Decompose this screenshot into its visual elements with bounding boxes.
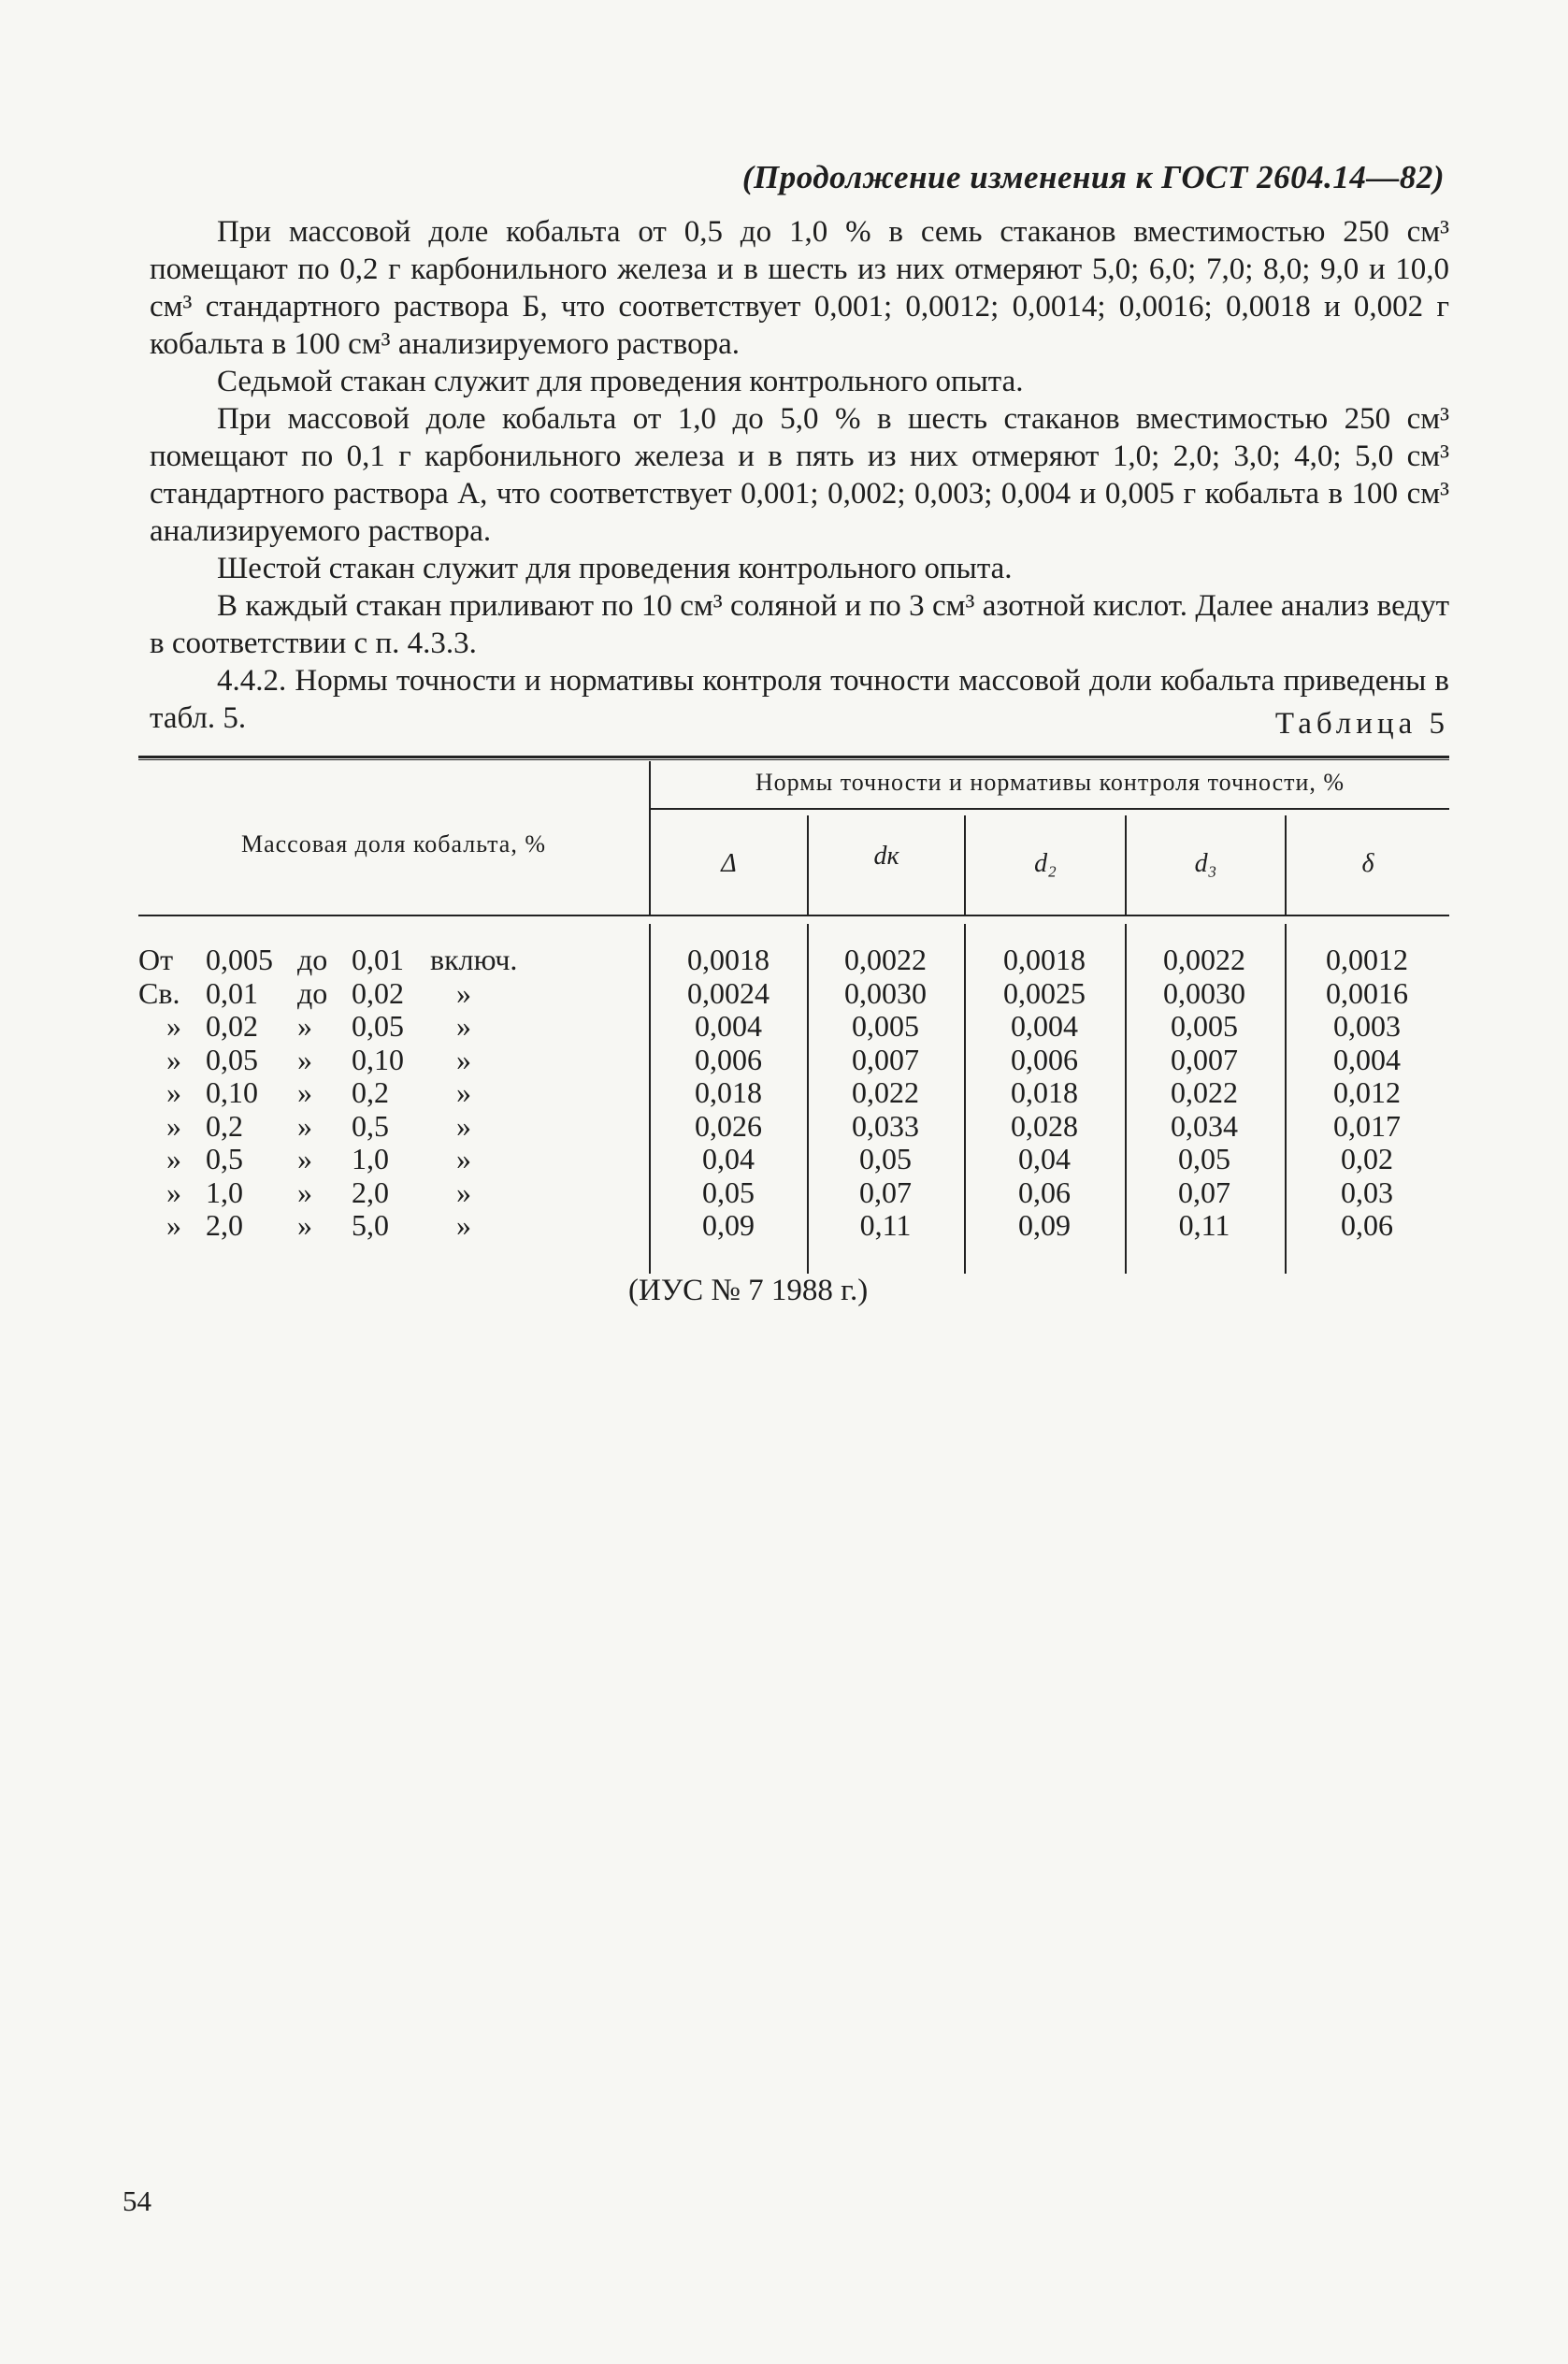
row-label-part: 0,5	[206, 1142, 243, 1175]
row-label-part: до	[297, 976, 328, 1010]
row-label-part: »	[166, 1043, 181, 1076]
row-label-part: 0,05	[352, 1009, 404, 1043]
row-label-part: 2,0	[352, 1175, 389, 1209]
column-rule	[964, 924, 966, 1274]
column-header-dk: dк	[873, 842, 899, 871]
row-label-part: »	[297, 1109, 312, 1143]
row-label-part: 0,05	[206, 1043, 258, 1076]
table-cell: 0,0024	[687, 976, 770, 1010]
table-cell: 0,028	[1011, 1109, 1078, 1143]
row-label-part: 1,0	[352, 1142, 389, 1175]
page-number: 54	[122, 2184, 151, 2217]
row-label-part: 0,01	[206, 976, 258, 1010]
row-label-part: »	[166, 1208, 181, 1242]
table-cell: 0,0030	[1163, 976, 1245, 1010]
header-bottom-rule	[138, 915, 1449, 916]
row-label-part: »	[297, 1009, 312, 1043]
column-header-delta: Δ	[721, 849, 737, 878]
row-label-part: 2,0	[206, 1208, 243, 1242]
footnote: (ИУС № 7 1988 г.)	[628, 1274, 869, 1307]
paragraph: 4.4.2. Нормы точности и нормативы контроля точности массовой доли кобальта приведены в табл. 5.	[150, 664, 1449, 735]
row-label-part: »	[297, 1075, 312, 1109]
table-cell: 0,004	[695, 1009, 762, 1043]
table-cell: 0,018	[1011, 1075, 1078, 1109]
table-cell: 0,06	[1018, 1175, 1071, 1209]
table-cell: 0,09	[1018, 1208, 1071, 1242]
row-label-part: »	[456, 1009, 471, 1043]
table-cell: 0,0022	[844, 943, 927, 976]
group-header-rule	[651, 808, 1449, 810]
table-cell: 0,07	[859, 1175, 912, 1209]
column-rule	[649, 924, 651, 1274]
table-cell: 0,0018	[687, 943, 770, 976]
table-cell: 0,004	[1011, 1009, 1078, 1043]
column-header-d3: d₃	[1194, 849, 1217, 878]
table-cell: 0,003	[1333, 1009, 1401, 1043]
table-cell: 0,11	[1178, 1208, 1230, 1242]
table-cell: 0,007	[1171, 1043, 1238, 1076]
table-cell: 0,018	[695, 1075, 762, 1109]
accuracy-table	[138, 756, 1449, 1279]
row-label-part: »	[456, 1075, 471, 1109]
table-cell: 0,0016	[1326, 976, 1408, 1010]
table-cell: 0,022	[1171, 1075, 1238, 1109]
row-header: Массовая доля кобальта, %	[240, 830, 547, 858]
row-label-part: »	[297, 1175, 312, 1209]
table-cell: 0,005	[852, 1009, 919, 1043]
paragraph: При массовой доле кобальта от 1,0 до 5,0 % в шесть стаканов вместимостью 250 см³ помещают по 0,1 г карбонильного железа и в пять из них отмеряют 1,0; 2,0; 3,0; 4,0; 5,0 см³ стандартного раствора А, что соответствует 0,001; 0,002; 0,003; 0,004 и 0,005 г кобальта в 100 см³ анализируемого раствора.	[150, 402, 1449, 548]
row-label-part: 0,005	[206, 943, 273, 976]
table-cell: 0,09	[702, 1208, 755, 1242]
row-label-part: 1,0	[206, 1175, 243, 1209]
table-cell: 0,004	[1333, 1043, 1401, 1076]
row-label-part: 0,10	[352, 1043, 404, 1076]
row-label-part: 0,10	[206, 1075, 258, 1109]
row-label-part: »	[456, 1109, 471, 1143]
table-top-rule-thin	[138, 759, 1449, 760]
row-label-part: »	[166, 1075, 181, 1109]
column-rule	[1285, 924, 1287, 1274]
column-header-d2: d₂	[1034, 849, 1057, 878]
table-cell: 0,04	[702, 1142, 755, 1175]
body-text	[150, 213, 1449, 737]
table-cell: 0,0018	[1003, 943, 1086, 976]
row-label-part: до	[297, 943, 328, 976]
continuation-header: (Продолжение изменения к ГОСТ 2604.14—82)	[741, 159, 1445, 195]
row-label-part: 0,01	[352, 943, 404, 976]
row-label-part: »	[297, 1142, 312, 1175]
column-header-small-delta: δ	[1361, 849, 1374, 878]
table-cell: 0,06	[1341, 1208, 1393, 1242]
column-rule	[1125, 924, 1127, 1274]
table-cell: 0,05	[859, 1142, 912, 1175]
row-label-part: »	[456, 1043, 471, 1076]
row-label-part: 0,2	[352, 1075, 389, 1109]
table-cell: 0,006	[1011, 1043, 1078, 1076]
table-cell: 0,0025	[1003, 976, 1086, 1010]
row-label-part: От	[138, 943, 174, 976]
table-cell: 0,04	[1018, 1142, 1071, 1175]
table-cell: 0,0030	[844, 976, 927, 1010]
row-label-part: »	[166, 1109, 181, 1143]
row-label-part: включ.	[430, 943, 518, 976]
column-rule	[807, 924, 809, 1274]
table-cell: 0,0022	[1163, 943, 1245, 976]
row-label-part: »	[297, 1208, 312, 1242]
paragraph: В каждый стакан приливают по 10 см³ соляной и по 3 см³ азотной кислот. Далее анализ ведут в соответствии с п. 4.3.3.	[150, 589, 1449, 660]
row-label-part: 0,02	[352, 976, 404, 1010]
paragraph: Седьмой стакан служит для проведения контрольного опыта.	[217, 365, 1024, 398]
row-label-part: »	[456, 1208, 471, 1242]
table-cell: 0,017	[1333, 1109, 1401, 1143]
row-label-part: »	[456, 976, 471, 1010]
paragraph: Шестой стакан служит для проведения контрольного опыта.	[217, 552, 1013, 585]
paragraph: При массовой доле кобальта от 0,5 до 1,0 % в семь стаканов вместимостью 250 см³ помещают по 0,2 г карбонильного железа и в шесть из них отмеряют 5,0; 6,0; 7,0; 8,0; 9,0 и 10,0 см³ стандартного раствора Б, что соответствует 0,001; 0,0012; 0,0014; 0,0016; 0,0018 и 0,002 г кобальта в 100 см³ анализируемого раствора.	[150, 215, 1449, 361]
row-label-part: 0,02	[206, 1009, 258, 1043]
table-cell: 0,05	[702, 1175, 755, 1209]
table-caption: Таблица 5	[1274, 707, 1449, 741]
row-label-part: 5,0	[352, 1208, 389, 1242]
table-cell: 0,034	[1171, 1109, 1238, 1143]
row-label-part: »	[166, 1142, 181, 1175]
table-cell: 0,05	[1178, 1142, 1230, 1175]
table-cell: 0,0012	[1326, 943, 1408, 976]
table-cell: 0,02	[1341, 1142, 1393, 1175]
group-header: Нормы точности и нормативы контроля точности, %	[755, 769, 1345, 796]
table-top-rule	[138, 756, 1449, 758]
row-label-part: Св.	[138, 976, 180, 1010]
row-label-part: »	[166, 1009, 181, 1043]
table-cell: 0,07	[1178, 1175, 1230, 1209]
row-label-part: 0,5	[352, 1109, 389, 1143]
table-cell: 0,11	[859, 1208, 912, 1242]
table-cell: 0,006	[695, 1043, 762, 1076]
table-cell: 0,03	[1341, 1175, 1393, 1209]
table-cell: 0,026	[695, 1109, 762, 1143]
table-cell: 0,033	[852, 1109, 919, 1143]
table-cell: 0,005	[1171, 1009, 1238, 1043]
table-cell: 0,022	[852, 1075, 919, 1109]
row-label-part: »	[166, 1175, 181, 1209]
table-cell: 0,012	[1333, 1075, 1401, 1109]
row-label-part: 0,2	[206, 1109, 243, 1143]
row-label-part: »	[297, 1043, 312, 1076]
table-cell: 0,007	[852, 1043, 919, 1076]
row-label-part: »	[456, 1175, 471, 1209]
row-label-part: »	[456, 1142, 471, 1175]
